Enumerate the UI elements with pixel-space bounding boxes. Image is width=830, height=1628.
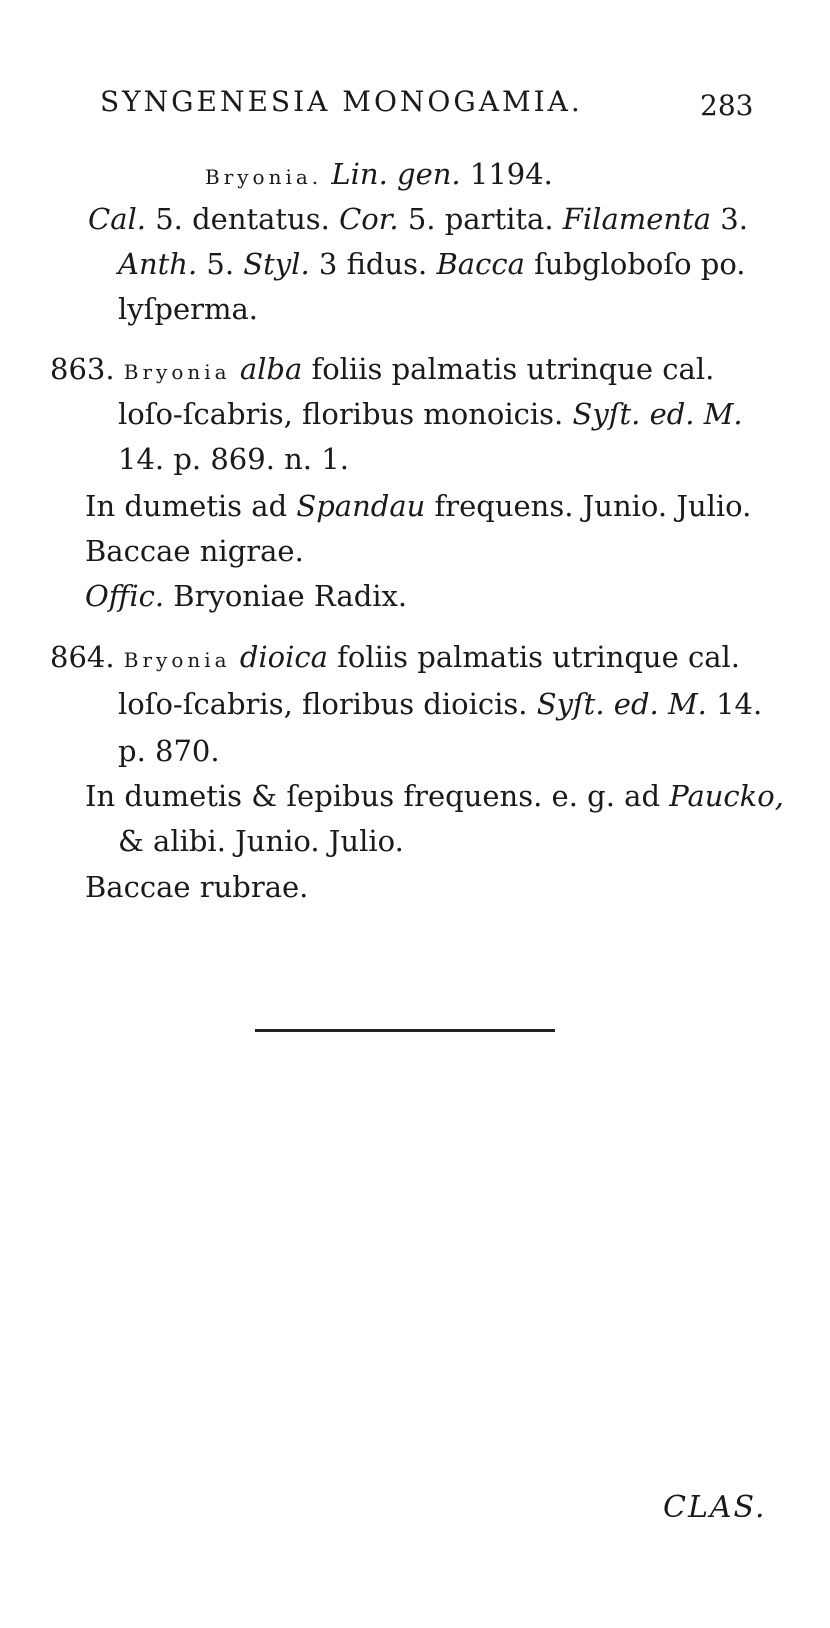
species-diagnosis-cont: loſo-ſcabris, floribus dioicis. <box>118 687 537 721</box>
genus-character-line-1 <box>88 202 748 236</box>
genus-reference: Lin. gen. <box>331 157 461 191</box>
species-863-line-2 <box>118 397 743 431</box>
habitat-place: Paucko, <box>669 779 784 813</box>
genus-character-line-3: lyſperma. <box>118 292 258 326</box>
corolla-label: Cor. <box>339 202 399 236</box>
anthera-label: Anth. <box>118 247 198 281</box>
species-epithet: alba <box>239 352 303 386</box>
stylus-text: 3 fidus. <box>309 247 437 281</box>
species-863-habitat <box>85 489 752 523</box>
species-epithet: dioica <box>239 640 328 674</box>
officinal-label: Offic. <box>85 579 165 613</box>
habitat-text: In dumetis & ſepibus frequens. e. g. ad <box>85 779 670 813</box>
genus-name: Bryonia. <box>205 165 323 189</box>
species-863-line-3: 14. p. 869. n. 1. <box>118 442 349 476</box>
section-divider-rule <box>255 1029 555 1032</box>
genus-reference-number: 1194. <box>469 157 553 191</box>
habitat-text: In dumetis ad <box>85 489 297 523</box>
genus-heading <box>205 157 553 191</box>
genus-character-line-2 <box>118 247 746 281</box>
species-diagnosis-cont: loſo-ſcabris, floribus monoicis. <box>118 397 573 431</box>
stylus-label: Styl. <box>243 247 310 281</box>
species-diagnosis: foliis palmatis utrinque cal. <box>302 352 715 386</box>
species-864-note: Baccae rubrae. <box>85 870 309 904</box>
species-863-officinal <box>85 579 408 613</box>
species-863-note: Baccae nigrae. <box>85 534 304 568</box>
systema-reference: Syſt. ed. M. <box>536 687 707 721</box>
species-864-line-3: p. 870. <box>118 734 220 768</box>
species-863-line-1 <box>50 352 715 386</box>
systema-reference: Syſt. ed. M. <box>572 397 743 431</box>
species-genus: Bryonia <box>123 648 231 672</box>
corolla-text: 5. partita. <box>398 202 563 236</box>
species-diagnosis: foliis palmatis utrinque cal. <box>327 640 741 674</box>
species-864-line-2 <box>118 687 763 721</box>
habitat-place: Spandau <box>296 489 426 523</box>
catchword: CLAS. <box>663 1490 767 1525</box>
species-genus: Bryonia <box>123 360 231 384</box>
species-864-line-1 <box>50 640 741 674</box>
filamenta-label: Filamenta <box>562 202 712 236</box>
species-number: 864. <box>50 640 115 674</box>
calyx-text: 5. dentatus. <box>145 202 340 236</box>
systema-page: 14. <box>706 687 763 721</box>
bacca-text: ſubgloboſo po. <box>524 247 746 281</box>
page-number: 283 <box>700 89 754 122</box>
species-864-habitat-cont: & alibi. Junio. Julio. <box>118 824 404 858</box>
species-number: 863. <box>50 352 115 386</box>
officinal-text: Bryoniae Radix. <box>164 579 408 613</box>
anthera-text: 5. <box>197 247 244 281</box>
running-head: SYNGENESIA MONOGAMIA. <box>100 85 583 118</box>
bacca-label: Bacca <box>436 247 525 281</box>
species-864-habitat <box>85 779 784 813</box>
habitat-season: frequens. Junio. Julio. <box>425 489 752 523</box>
filamenta-text: 3. <box>711 202 748 236</box>
calyx-label: Cal. <box>88 202 146 236</box>
